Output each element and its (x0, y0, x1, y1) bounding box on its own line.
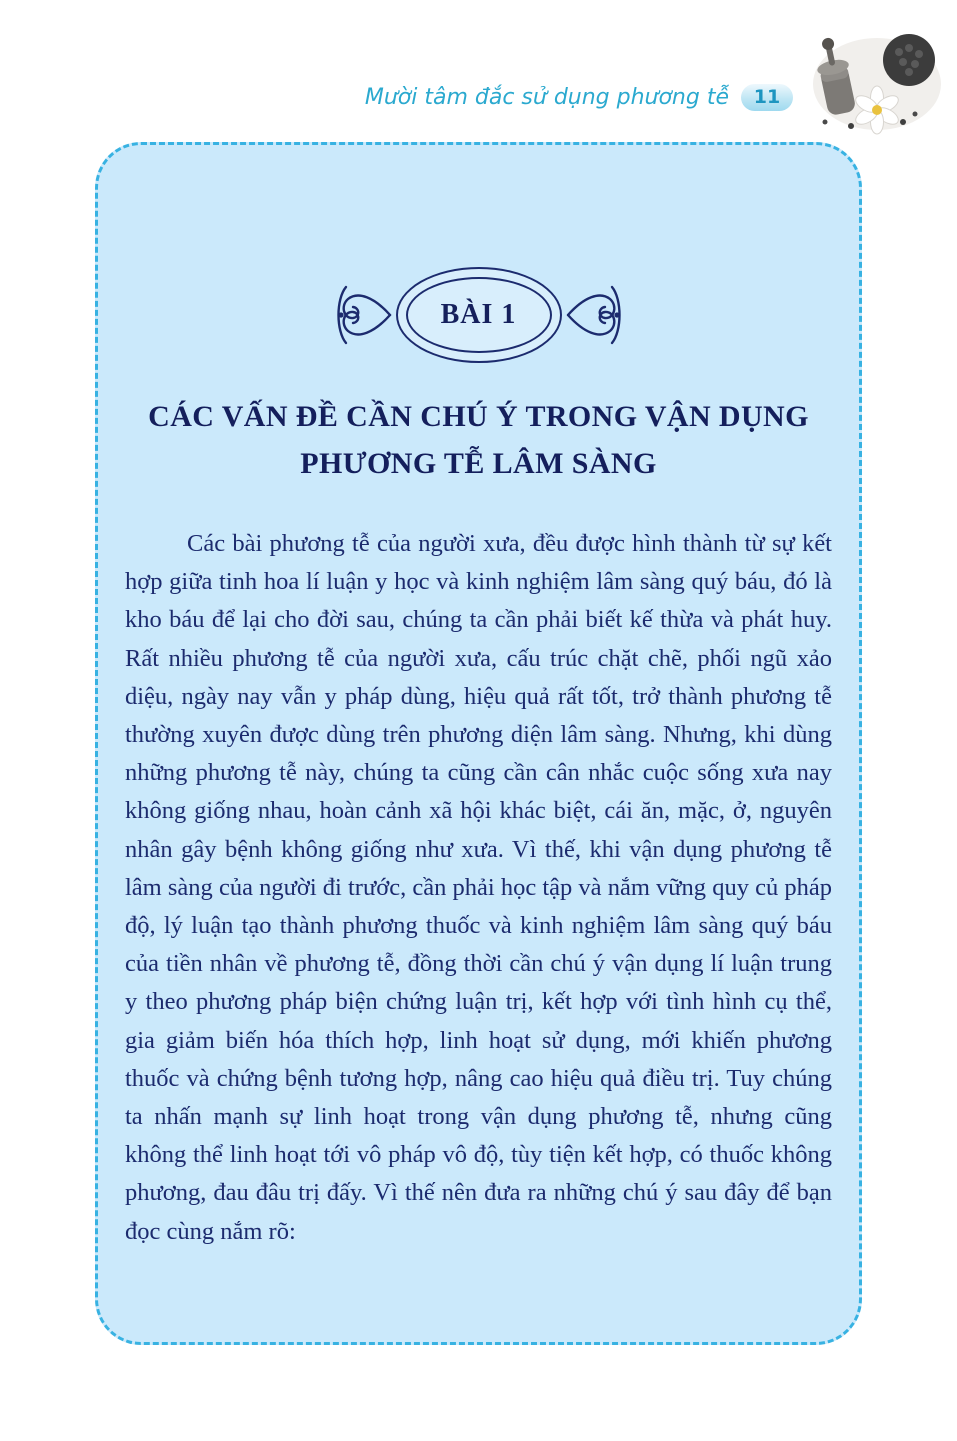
page-header (365, 84, 793, 111)
flourish-right-icon (566, 267, 624, 363)
body-paragraph: Các bài phương tễ của người xưa, đều được hình thành từ sự kết hợp giữa tinh hoa lí luận y học và kinh nghiệm lâm sàng quý báu, đó là kho báu để lại cho đời sau, chúng ta cần phải biết kế thừa và phát huy. Rất nhiều phương tễ của người xưa, cấu trúc chặt chẽ, phối ngũ xảo diệu, ngày nay vẫn y pháp dùng, hiệu quả rất tốt, trở thành phương tễ thường xuyên được dùng trên phương diện lâm sàng. Nhưng, khi dùng những phương tễ này, chúng ta cũng cần cân nhắc cuộc sống xưa nay không giống nhau, hoàn cảnh xã hội khác biệt, cái ăn, mặc, ở, nguyên nhân gây bệnh không giống như xưa. Vì thế, khi vận dụng phương tễ lâm sàng của người đi trước, cần phải học tập và nắm vững quy củ pháp độ, lý luận tạo thành phương thuốc và kinh nghiệm lâm sàng quý báu của tiền nhân về phương tễ, đồng thời cần chú ý vận dụng lí luận trung y theo phương pháp biện chứng luận trị, kết hợp với tình hình cụ thể, gia giảm biến hóa thích hợp, linh hoạt sử dụng, mới khiến phương thuốc và chứng bệnh tương hợp, nâng cao hiệu quả điều trị. Tuy chúng ta nhấn mạnh sự linh hoạt trong vận dụng phương tễ, nhưng cũng không thể linh hoạt tới vô pháp vô độ, tùy tiện kết hợp, có thuốc không phương, đau đâu trị đấy. Vì thế nên đưa ra những chú ý sau đây để bạn đọc cùng nắm rõ: (125, 530, 832, 1245)
flourish-left-icon (334, 267, 392, 363)
chapter-title (125, 393, 832, 487)
page-number-badge: 11 (741, 84, 793, 111)
running-title: Mười tâm đắc sử dụng phương tễ (364, 85, 729, 110)
spices-photo (791, 26, 943, 136)
lesson-badge-inner-ring (406, 277, 552, 353)
chapter-title-line2: PHƯƠNG TỄ LÂM SÀNG (300, 447, 657, 480)
lesson-label: BÀI 1 (440, 299, 517, 330)
lesson-badge (396, 267, 562, 363)
chapter-title-line1: CÁC VẤN ĐỀ CẦN CHÚ Ý TRONG VẬN DỤNG (148, 400, 809, 433)
content-panel (95, 142, 862, 1345)
spices-photo-illustration (791, 26, 943, 136)
lesson-ornament (125, 267, 832, 363)
